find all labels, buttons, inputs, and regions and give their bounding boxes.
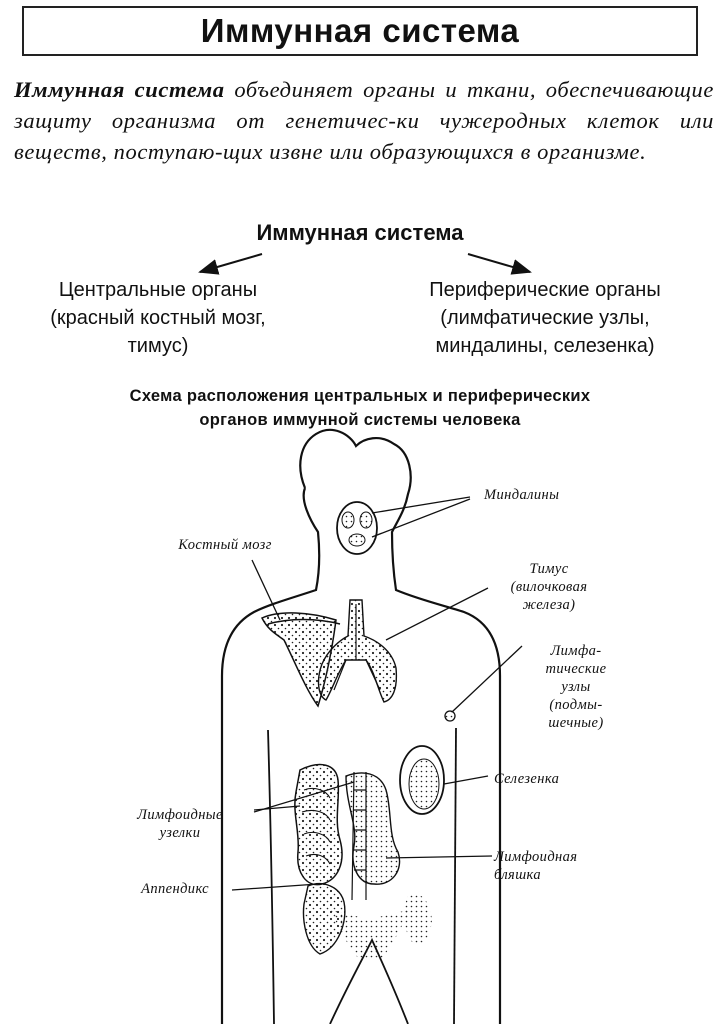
label-thymus bbox=[484, 560, 614, 614]
label-lymph-line2: тические bbox=[545, 661, 607, 677]
leader-plaque bbox=[386, 856, 492, 858]
label-lymph-line5: шечные) bbox=[548, 715, 604, 731]
central-organs-line2: (красный костный мозг, bbox=[50, 307, 266, 329]
label-nodules-line1: Лимфоидные bbox=[137, 807, 223, 823]
classification-title: Иммунная система bbox=[256, 220, 464, 245]
label-plaque-line1: Лимфоидная bbox=[494, 849, 578, 865]
peripheral-organs-line2: (лимфатические узлы, bbox=[440, 307, 650, 329]
leader-spleen bbox=[444, 776, 488, 784]
peripheral-organs-line3: миндалины, селезенка) bbox=[435, 335, 655, 357]
leader-thymus bbox=[386, 588, 488, 640]
label-tonsils: Миндалины bbox=[484, 487, 560, 503]
label-thymus-line1: Тимус bbox=[529, 561, 569, 577]
tonsils-organ bbox=[337, 502, 377, 554]
label-lymph-line3: узлы bbox=[561, 679, 591, 695]
label-lymph-line1: Лимфа- bbox=[550, 643, 602, 659]
label-plaque-line2: бляшка bbox=[494, 867, 542, 883]
central-organs-line1: Центральные органы bbox=[58, 279, 258, 301]
pelvis-region bbox=[330, 910, 410, 960]
right-arm-inner-line bbox=[454, 728, 456, 1024]
label-bone-marrow: Костный мозг bbox=[178, 537, 272, 553]
lymph-node-organ bbox=[445, 711, 455, 721]
right-hip-dots bbox=[404, 894, 432, 944]
label-lymphoid-plaque bbox=[494, 848, 614, 884]
peripheral-organs-line1: Периферические органы bbox=[429, 279, 661, 301]
intestines-organ bbox=[295, 765, 342, 885]
label-nodules-line2: узелки bbox=[159, 825, 201, 841]
page-title: Иммунная система bbox=[200, 12, 520, 49]
leader-lymph-node bbox=[452, 646, 522, 712]
central-organs-line3: тимус) bbox=[127, 335, 189, 357]
thymus-organ bbox=[319, 600, 397, 702]
diagram-caption-line2: органов иммунной системы человека bbox=[199, 411, 521, 429]
label-thymus-line3: железа) bbox=[522, 597, 576, 613]
left-arm-inner-line bbox=[268, 730, 274, 1024]
label-lymphoid-nodules bbox=[110, 806, 250, 842]
label-lymph-nodes bbox=[526, 642, 626, 732]
label-thymus-line2: (вилочковая bbox=[510, 579, 588, 595]
label-spleen: Селезенка bbox=[494, 771, 560, 787]
leader-appendix bbox=[232, 884, 318, 890]
label-appendix: Аппендикс bbox=[141, 881, 209, 897]
label-lymph-line4: (подмы- bbox=[549, 697, 603, 713]
diagram-caption-line1: Схема расположения центральных и периферических bbox=[129, 387, 591, 405]
definition-text: объединяет органы и ткани, обеспечивающие защиту организма от генетичес-ки чужеродных клеток или веществ, поступаю-щих извне или образующихся в организме. bbox=[14, 77, 714, 164]
definition-term: Иммунная система bbox=[14, 77, 225, 102]
spleen-organ bbox=[400, 746, 444, 814]
